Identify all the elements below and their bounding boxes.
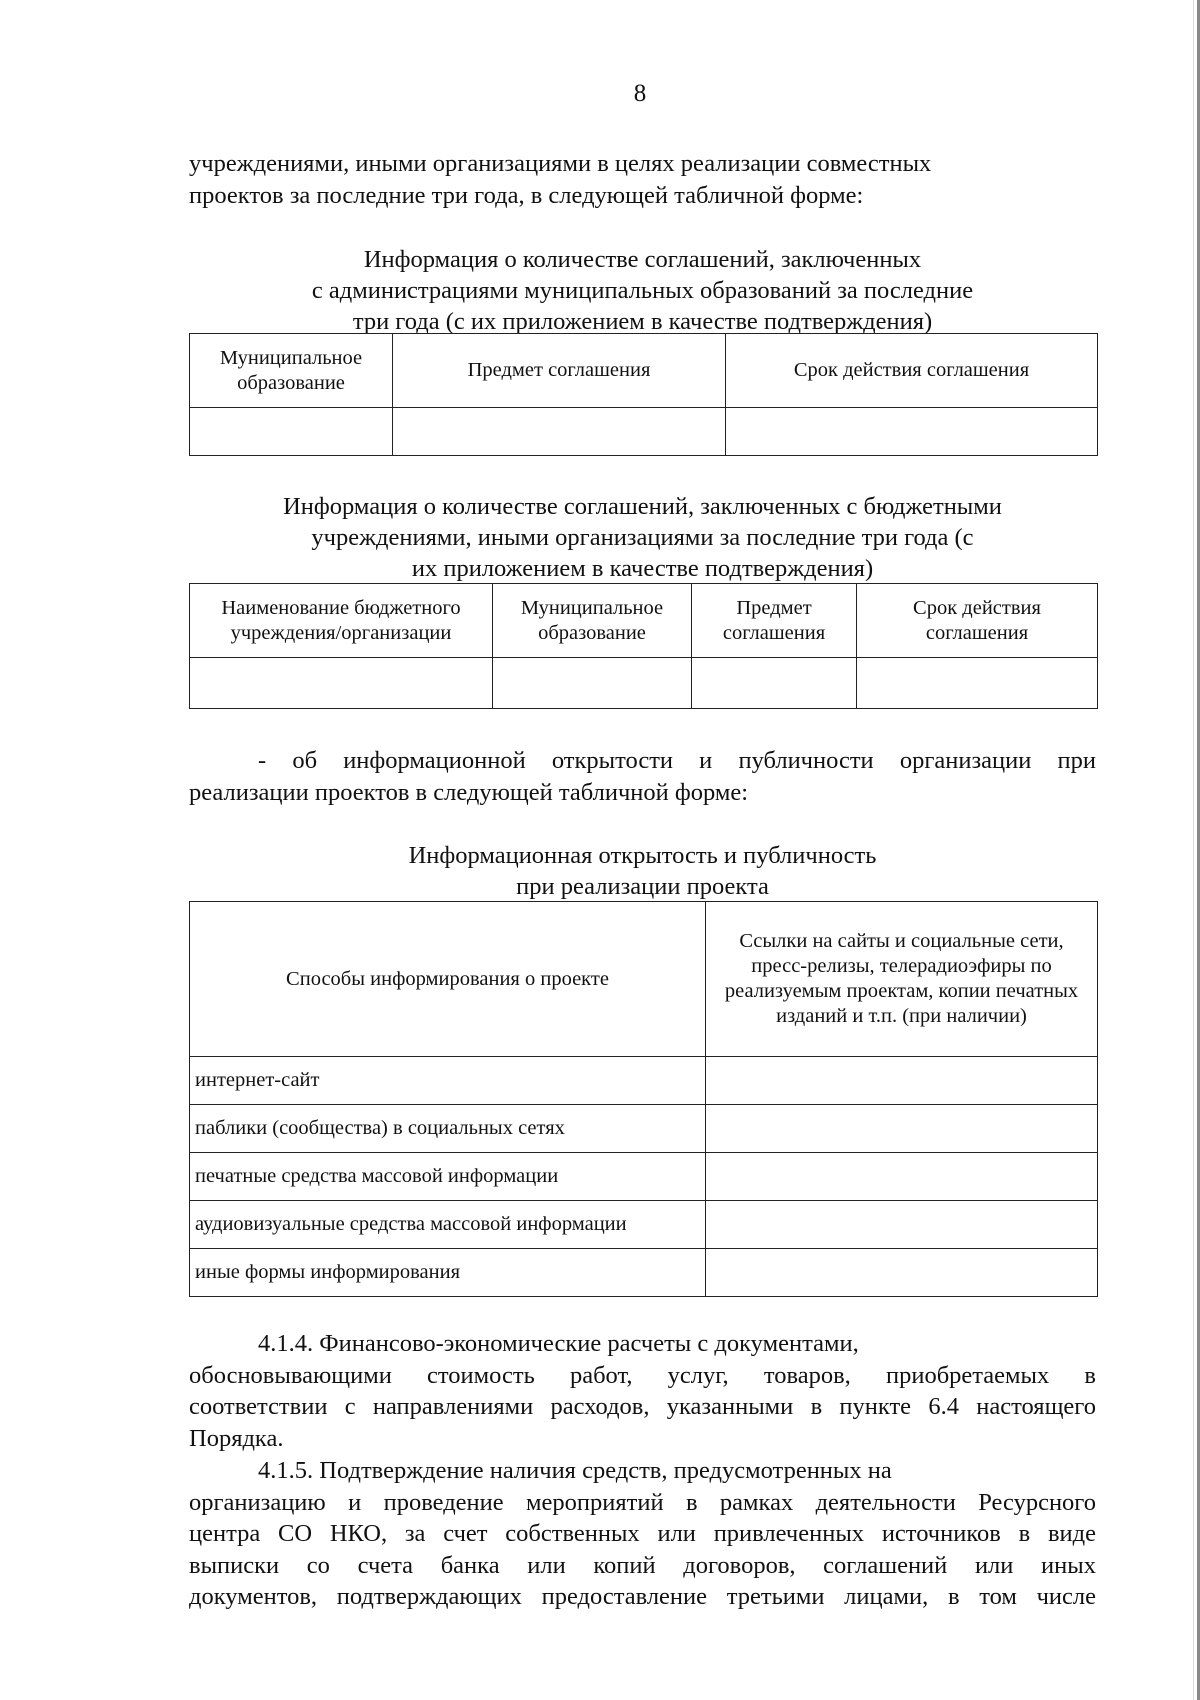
openness-paragraph — [189, 745, 1096, 808]
table2-cell[interactable] — [493, 658, 692, 709]
table1-caption: Информация о количестве соглашений, заключенных с администрациями муниципальных образований за последние три года (с их приложением в качестве подтверждения) — [311, 246, 974, 335]
table3-method-cell: печатные средства массовой информации — [190, 1153, 706, 1201]
table2-header-row — [190, 584, 1098, 658]
table3-header-links: Ссылки на сайты и социальные сети, пресс-релизы, телерадиоэфиры по реализуемым проектам, копии печатных изданий и т.п. (при наличии) — [706, 902, 1098, 1057]
table3-header-methods: Способы информирования о проекте — [190, 902, 706, 1057]
table3-links-cell[interactable] — [706, 1249, 1098, 1297]
table3-method-cell: аудиовизуальные средства массовой информации — [190, 1201, 706, 1249]
table1-cell[interactable] — [190, 408, 393, 456]
table2-cell[interactable] — [692, 658, 857, 709]
section-4-1-5-line-3: центра СО НКО, за счет собственных или привлеченных источников в виде — [189, 1520, 1096, 1547]
intro-line-1: учреждениями, иными организациями в целях реализации совместных — [189, 150, 932, 177]
table3-method-cell: иные формы информирования — [190, 1249, 706, 1297]
table-row — [190, 408, 1098, 456]
table1-header-subject: Предмет соглашения — [393, 334, 726, 408]
section-4-1-5-line-1: 4.1.5. Подтверждение наличия средств, предусмотренных на — [258, 1457, 892, 1484]
table-row — [190, 658, 1098, 709]
table2-header-subject: Предмет соглашения — [692, 584, 857, 658]
table3-method-cell: интернет-сайт — [190, 1057, 706, 1105]
section-4-1-4 — [189, 1328, 1096, 1454]
table2-header-term: Срок действия соглашения — [857, 584, 1098, 658]
table-row — [190, 1057, 1098, 1105]
section-4-1-5-line-5: документов, подтверждающих предоставление третьими лицами, в том числе — [189, 1583, 1096, 1610]
table3-method-cell: паблики (сообщества) в социальных сетях — [190, 1105, 706, 1153]
openness-line-2: реализации проектов в следующей табличной форме: — [189, 778, 749, 806]
table-row — [190, 1153, 1098, 1201]
table2-cell[interactable] — [857, 658, 1098, 709]
table2-cell[interactable] — [190, 658, 493, 709]
table-row — [190, 1249, 1098, 1297]
section-4-1-4-line-1: 4.1.4. Финансово-экономические расчеты с документами, — [258, 1330, 859, 1357]
table2-caption: Информация о количестве соглашений, заключенных с бюджетными учреждениями, иными организациями за последние три года (с их приложением в качестве подтверждения) — [283, 493, 1002, 582]
table3-caption: Информационная открытость и публичность при реализации проекта — [408, 842, 877, 900]
table1-header-row — [190, 334, 1098, 408]
section-4-1-5-line-4: выписки со счета банка или копий договоров, соглашений или иных — [189, 1551, 1096, 1579]
table3-links-cell[interactable] — [706, 1153, 1098, 1201]
table1-header-municipality: Муниципальное образование — [190, 334, 393, 408]
table2-header-institution: Наименование бюджетного учреждения/организации — [190, 584, 493, 658]
table-row — [190, 1201, 1098, 1249]
openness-line-1: - об информационной открытости и публичности организации при — [258, 747, 1096, 774]
table3-links-cell[interactable] — [706, 1201, 1098, 1249]
intro-line-2: проектов за последние три года, в следующей табличной форме: — [189, 181, 864, 209]
table-municipal-agreements — [189, 333, 1098, 456]
section-4-1-4-line-3: соответствии с направлениями расходов, указанными в пункте 6.4 настоящего — [189, 1393, 1096, 1420]
table3-header-row — [190, 902, 1098, 1057]
table1-cell[interactable] — [393, 408, 726, 456]
table2-header-municipality: Муниципальное образование — [493, 584, 692, 658]
page-edge-shadow — [1193, 0, 1194, 1700]
section-4-1-5-line-2: организацию и проведение мероприятий в рамках деятельности Ресурсного — [189, 1488, 1096, 1516]
table-budget-agreements — [189, 583, 1098, 709]
table1-header-term: Срок действия соглашения — [726, 334, 1098, 408]
table3-links-cell[interactable] — [706, 1105, 1098, 1153]
section-4-1-5 — [189, 1455, 1096, 1613]
page-number: 8 — [633, 80, 647, 107]
intro-paragraph — [189, 148, 1096, 211]
section-4-1-4-line-4: Порядка. — [189, 1424, 284, 1452]
table-information-openness — [189, 901, 1098, 1297]
table-row — [190, 1105, 1098, 1153]
table3-links-cell[interactable] — [706, 1057, 1098, 1105]
section-4-1-4-line-2: обосновывающими стоимость работ, услуг, товаров, приобретаемых в — [189, 1361, 1096, 1389]
table1-cell[interactable] — [726, 408, 1098, 456]
